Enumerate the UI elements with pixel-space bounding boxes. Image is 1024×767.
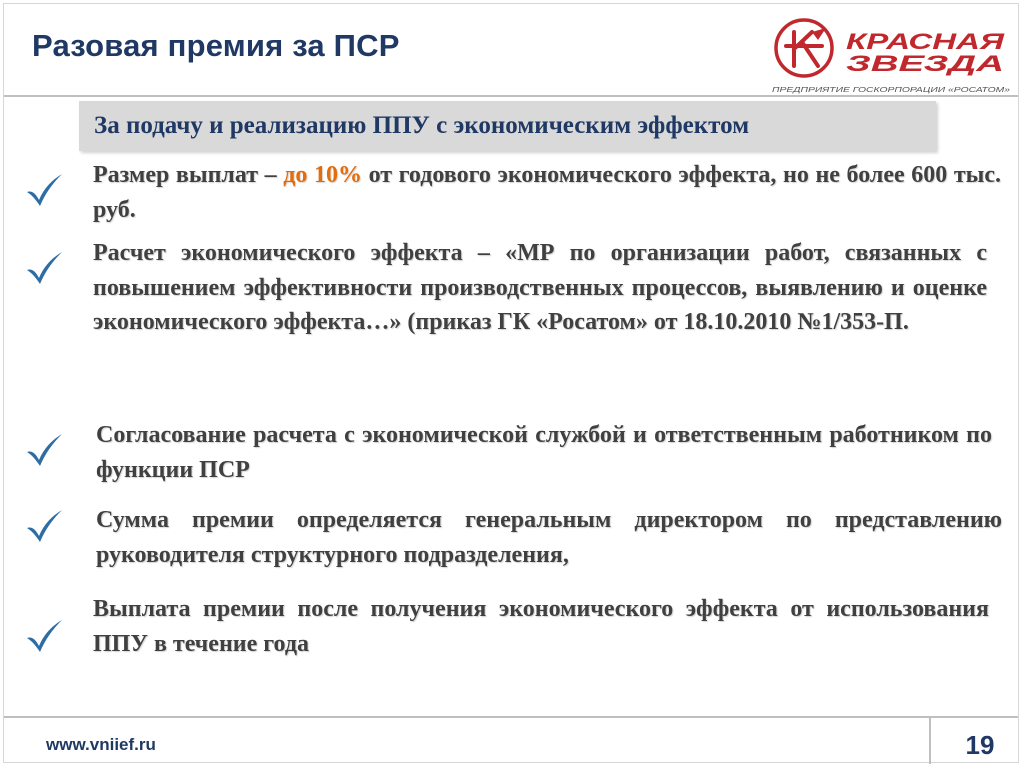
logo-name-line2: ЗВЕЗДА bbox=[846, 51, 1004, 76]
header-divider bbox=[4, 95, 1018, 97]
checkmark-icon bbox=[24, 250, 64, 286]
bullet-item-bonus-amount: Сумма премии определяется генеральным директором по представлению руководителя структурного подразделения, bbox=[96, 507, 1002, 568]
payment-size-highlight: до 10% bbox=[283, 162, 362, 188]
bullet-item-effect-calculation: Расчет экономического эффекта – «МР по организации работ, связанных с повышением эффективности производственных процессов, выявлению и оценке экономического эффекта…» (приказ ГК «Росатом» от 18.10.2010 №1/353-П. bbox=[93, 240, 987, 335]
footer-separator bbox=[929, 716, 931, 764]
payment-size-post: от годового экономического эффекта, но не более 600 тыс. руб. bbox=[93, 162, 1002, 223]
bullet-item-approval: Согласование расчета с экономической службой и ответственным работником по функции ПСР bbox=[96, 422, 992, 483]
payment-size-pre: Размер выплат – bbox=[93, 162, 284, 188]
bullet-item-payment-size bbox=[93, 158, 1001, 227]
logo-emblem-icon bbox=[776, 20, 832, 76]
subtitle: За подачу и реализацию ППУ с экономическим эффектом bbox=[94, 112, 750, 139]
checkmark-icon bbox=[24, 508, 64, 544]
slide-title: Разовая премия за ПСР bbox=[32, 28, 400, 63]
page-number: 19 bbox=[965, 730, 995, 760]
footer-divider bbox=[4, 716, 1018, 718]
checkmark-icon bbox=[24, 172, 64, 208]
logo-tagline: ПРЕДПРИЯТИЕ ГОСКОРПОРАЦИИ «РОСАТОМ» bbox=[772, 85, 1010, 94]
checkmark-icon bbox=[24, 432, 64, 468]
footer-website-link[interactable]: www.vniief.ru bbox=[46, 735, 156, 754]
checkmark-icon bbox=[24, 618, 64, 654]
krasnaya-zvezda-logo bbox=[772, 16, 1012, 96]
logo-name-line1: КРАСНАЯ bbox=[846, 29, 1006, 54]
bullet-item-payment-timing: Выплата премии после получения экономического эффекта от использования ППУ в течение года bbox=[93, 596, 989, 657]
